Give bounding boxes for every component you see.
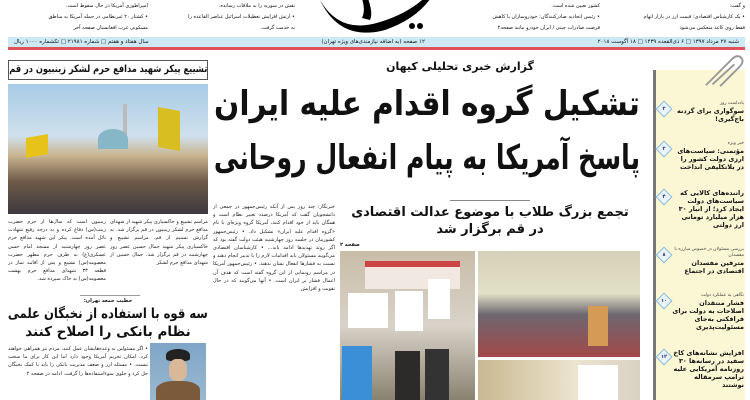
item-label: بررسی مسئولان در خصوص مبارزه با مفسدان: [674, 247, 744, 258]
assembly-photo: [478, 251, 640, 357]
masthead-teaser[interactable]: مسکونی غرب افغانستان صفحه آخر: [73, 25, 148, 31]
page-number-badge: ۲: [662, 106, 666, 112]
kicker: خطیب جمعه تهران:: [83, 298, 133, 304]
main-story-text: خبرنگار: چند روز پس از آنکه رئیس‌جمهور در جمعی از دانشجویان گفت که آمریکا درصدد تغییر نظام است و همگان باید از خود اقدام کنند، آمریکا گروه ویژه‌ای با نام «گروه اقدام علیه ایران» تشکیل داد. • رئیس‌جمهور کشورمان در جلسه روز چهارشنبه هیئت دولت گفته بود که اگر روند تهدیدها ادامه یابد... • کارشناسان اقتصادی می‌گویند مسئولان باید اقدامات لازم را با تدبیر انجام دهند و نسبت به فشارها انفعال نشان ندهند. • رئیس‌جمهور آمریکا در مراسم رونمایی از این گروه گفته است که هدف آن اعمال فشار بر ایران است. • آنها می‌گویند که در حال تقویت و افزایش: [213, 204, 335, 293]
masthead-column: [462, 3, 600, 31]
sidebar-teasers: [653, 70, 745, 400]
item-title: مؤتمنی: سیاست‌های ارزی دولت کشور را در بلاتکلیفی انداخت: [677, 147, 744, 171]
sidebar-item[interactable]: [662, 141, 744, 171]
masthead-column: [155, 3, 295, 31]
page-number-badge: ۱۲: [660, 354, 668, 360]
funeral-photo: [8, 84, 208, 214]
item-label: خبر ویژه: [727, 141, 744, 146]
main-headline-text: تشکیل گروه اقدام علیه ایران: [214, 84, 640, 124]
kayhan-logo: [300, 0, 460, 35]
sidebar-item[interactable]: [662, 247, 744, 275]
sidebar-item[interactable]: [660, 293, 744, 331]
sidebar-item[interactable]: [662, 189, 744, 229]
masthead-teaser[interactable]: و گفت:: [729, 3, 745, 9]
dome: [98, 129, 128, 149]
masthead-column: [605, 3, 745, 31]
sidebar-item[interactable]: [662, 101, 744, 123]
sub-headline[interactable]: [340, 205, 640, 221]
story-text: مراسم تشییع و خاکسپاری پیکر شهید از شهدای مدافع حرم لشکر زینبیون در قم برگزار شد. به گزارش تسنیم از قم، مراسم تشییع و خاکسپاری پیکر شهید جمال حسین عصر روز چهارشنبه در قم برگزار شد. جمال حسین از شهدای مدافع حرم لشکر: [110, 219, 208, 267]
divider: [450, 200, 530, 201]
item-label: نگاهی به عملکرد دولت: [701, 293, 744, 298]
masthead-teaser[interactable]: کشور تعیین شده است.: [551, 3, 600, 9]
main-headline[interactable]: [214, 138, 640, 178]
placard: [395, 291, 423, 331]
main-headline-text: پاسخ آمریکا به پیام انفعال روحانی: [213, 138, 640, 178]
continued-link[interactable]: صفحه ۲: [340, 242, 360, 248]
masthead-teaser[interactable]: به خدمت گرفت.: [260, 25, 295, 31]
sub-headline-text: تجمع بزرگ طلاب با موضوع عدالت اقتصادی: [351, 205, 629, 220]
masthead-teaser[interactable]: نقش در سوریه را به ملاقات رسانده.: [218, 3, 295, 9]
story-text: زینبیون است که سال‌ها از حرم حضرت زینب(س) دفاع کرده و به درجه رفیع شهادت نائل آمده است. پیکر این شهید مدافع حرم عصر روز چهارشنبه از مسجد امام حسن عسکری(ع) به طرف حرم مطهر حضرت معصومه(س) تشییع و پس از اقامه نماز در قطعه ۳۳ شهدای مدافع حرم بهشت معصومه(س) به خاک سپرده شد.: [8, 219, 106, 283]
masthead-teaser[interactable]: فقط روی کاغذ منعکس می‌شود: [679, 25, 745, 31]
masthead-column: [8, 3, 148, 31]
item-title: مترفین مفسدان اقتصادی در اجتماع: [684, 259, 744, 275]
paperclip-icon: [700, 52, 745, 90]
sub-headline[interactable]: [340, 222, 640, 238]
masthead-teaser[interactable]: • ارتش افزایش تعطیلات اسرائیل عناصر القاعده را: [188, 14, 295, 20]
sidebar-item[interactable]: [660, 349, 744, 389]
gathering-photo: [478, 360, 640, 400]
main-kicker: گزارش خبری تحلیلی کیهان: [386, 60, 534, 73]
page-number-badge: ۸: [662, 252, 666, 258]
issue-number: سال هفتاد و هفتم □ شماره ۲۱۹۸۱ □ تکشماره ۱۰۰۰ ریال: [14, 39, 149, 45]
info-bar: [8, 37, 745, 50]
issue-info: شنبه ۲۷ مرداد ۱۳۹۷ □ ۶ ذی‌القعده ۱۴۳۹ □ ۱۸ آگوست ۲۰۱۸: [597, 39, 739, 45]
masthead-teaser[interactable]: • یک کارشناس اقتصادی: قیمت ارز در بازار اتهام: [643, 14, 745, 20]
photo-story-title-text: تشییع پیکر شهید مدافع حرم لشکر زینبیون در قم: [8, 64, 207, 75]
page-count: ۱۲ صفحه (به اضافه نیازمندی‌های ویژه تهران): [321, 39, 425, 45]
item-label: یادداشت روز: [719, 101, 744, 106]
robe: [156, 381, 200, 400]
masthead-teaser[interactable]: امپراطوری آمریکا در حال سقوط است.: [66, 3, 148, 9]
page-number-badge: ۴: [662, 194, 666, 200]
page-number-badge: ۱۰: [660, 298, 668, 304]
item-title: راننده‌های کالایی که سیاست‌های دولت ایجاد کرد؛ از انبار ۳۰ هزار میلیارد تومانی ارز دولتی: [678, 189, 744, 229]
placard: [348, 293, 388, 328]
headline[interactable]: سه قوه با استفاده از نخبگان علمی: [8, 306, 208, 322]
story-text: • اگر مسئولین به وعده‌هایشان عمل کنند، مردم نیز همراهی خواهند کرد. امکان تحریم آمریکا وجود دارد اما این کار برای ما سخت نیست. • مسئله ارز و ضعف مدیریت بانکی را باید با کمک نخبگان حل کرد و جلوی سوءاستفاده‌ها را گرفت. ادامه در صفحه ۲: [8, 346, 148, 377]
masthead-teaser[interactable]: • رئیس اتحادیه صادرکنندگان: خودروسازان با کاهش: [492, 14, 600, 20]
flag: [26, 134, 48, 158]
person: [342, 346, 372, 400]
cleric-portrait: [150, 343, 206, 400]
person: [425, 349, 449, 400]
placard: [428, 279, 450, 319]
item-title: افزایش نشانه‌های کاخ سفید در رسانه‌ها ۳۰ روزنامه آمریکایی علیه ترامپ سرمقاله نوشتند: [673, 349, 744, 389]
page-number-badge: ۲: [662, 146, 666, 152]
item-title: فشار منتقدان اصلاحات به دولت برای فرافکنی به‌جای مسئولیت‌پذیری: [672, 299, 744, 331]
masthead-teaser[interactable]: فرصت صادرات چینی / ایران خودرو مانند صفحه۲: [497, 25, 600, 31]
photo-story-title[interactable]: [8, 60, 208, 80]
person: [395, 351, 420, 400]
podium: [588, 306, 608, 346]
sub-headline-text: در قم برگزار شد: [436, 222, 544, 237]
divider: [80, 295, 140, 296]
placard: [578, 365, 618, 400]
face: [169, 359, 187, 381]
students-protest-photo: [340, 251, 475, 400]
flag: [158, 107, 180, 151]
left-headline-block: [8, 298, 208, 341]
headline[interactable]: نظام بانکی را اصلاح کنند: [25, 324, 191, 340]
main-headline[interactable]: [214, 84, 640, 124]
masthead-teaser[interactable]: • کشتار ۲۰ غیرنظامی در حمله آمریکا به مناطق: [48, 14, 148, 20]
item-title: سوگواری برای گردنه باج‌گیری!: [677, 107, 744, 123]
